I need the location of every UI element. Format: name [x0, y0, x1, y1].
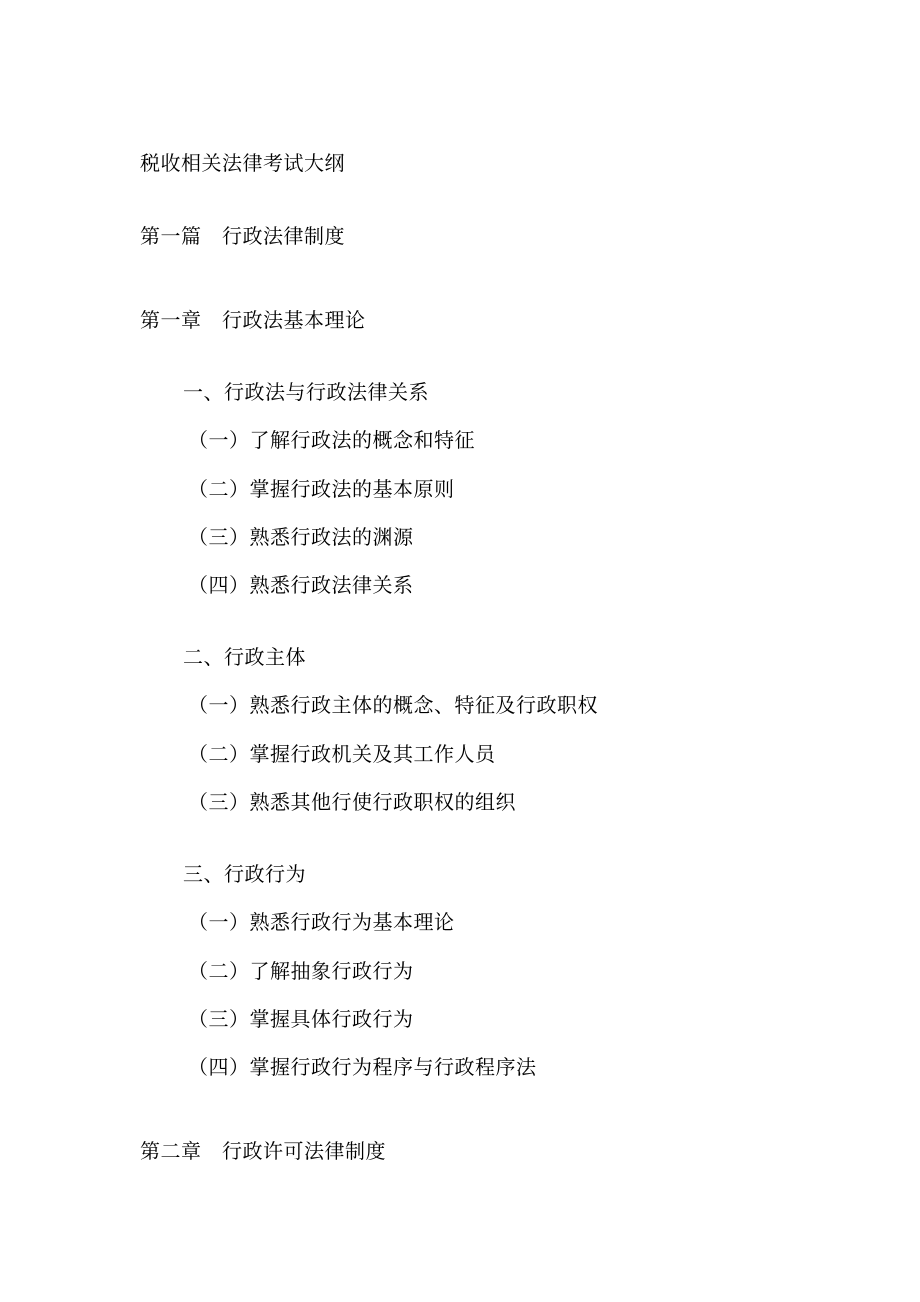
- outline-item: （一）了解行政法的概念和特征: [188, 428, 475, 452]
- outline-item: （四）熟悉行政法律关系: [188, 573, 414, 597]
- outline-item: （一）熟悉行政行为基本理论: [188, 910, 455, 934]
- section-heading: 二、行政主体: [183, 645, 306, 669]
- document-title: 税收相关法律考试大纲: [140, 151, 345, 175]
- outline-item: （一）熟悉行政主体的概念、特征及行政职权: [188, 693, 598, 717]
- outline-item: （二）了解抽象行政行为: [188, 959, 414, 983]
- chapter-heading: 第一章 行政法基本理论: [140, 308, 366, 332]
- outline-item: （四）掌握行政行为程序与行政程序法: [188, 1055, 537, 1079]
- chapter-heading: 第二章 行政许可法律制度: [140, 1139, 386, 1163]
- outline-item: （二）掌握行政法的基本原则: [188, 477, 455, 501]
- section-heading: 三、行政行为: [183, 862, 306, 886]
- outline-item: （三）熟悉行政法的渊源: [188, 525, 414, 549]
- outline-item: （三）掌握具体行政行为: [188, 1007, 414, 1031]
- section-heading: 一、行政法与行政法律关系: [183, 380, 429, 404]
- part-heading: 第一篇 行政法律制度: [140, 224, 345, 248]
- outline-item: （三）熟悉其他行使行政职权的组织: [188, 790, 516, 814]
- outline-item: （二）掌握行政机关及其工作人员: [188, 742, 496, 766]
